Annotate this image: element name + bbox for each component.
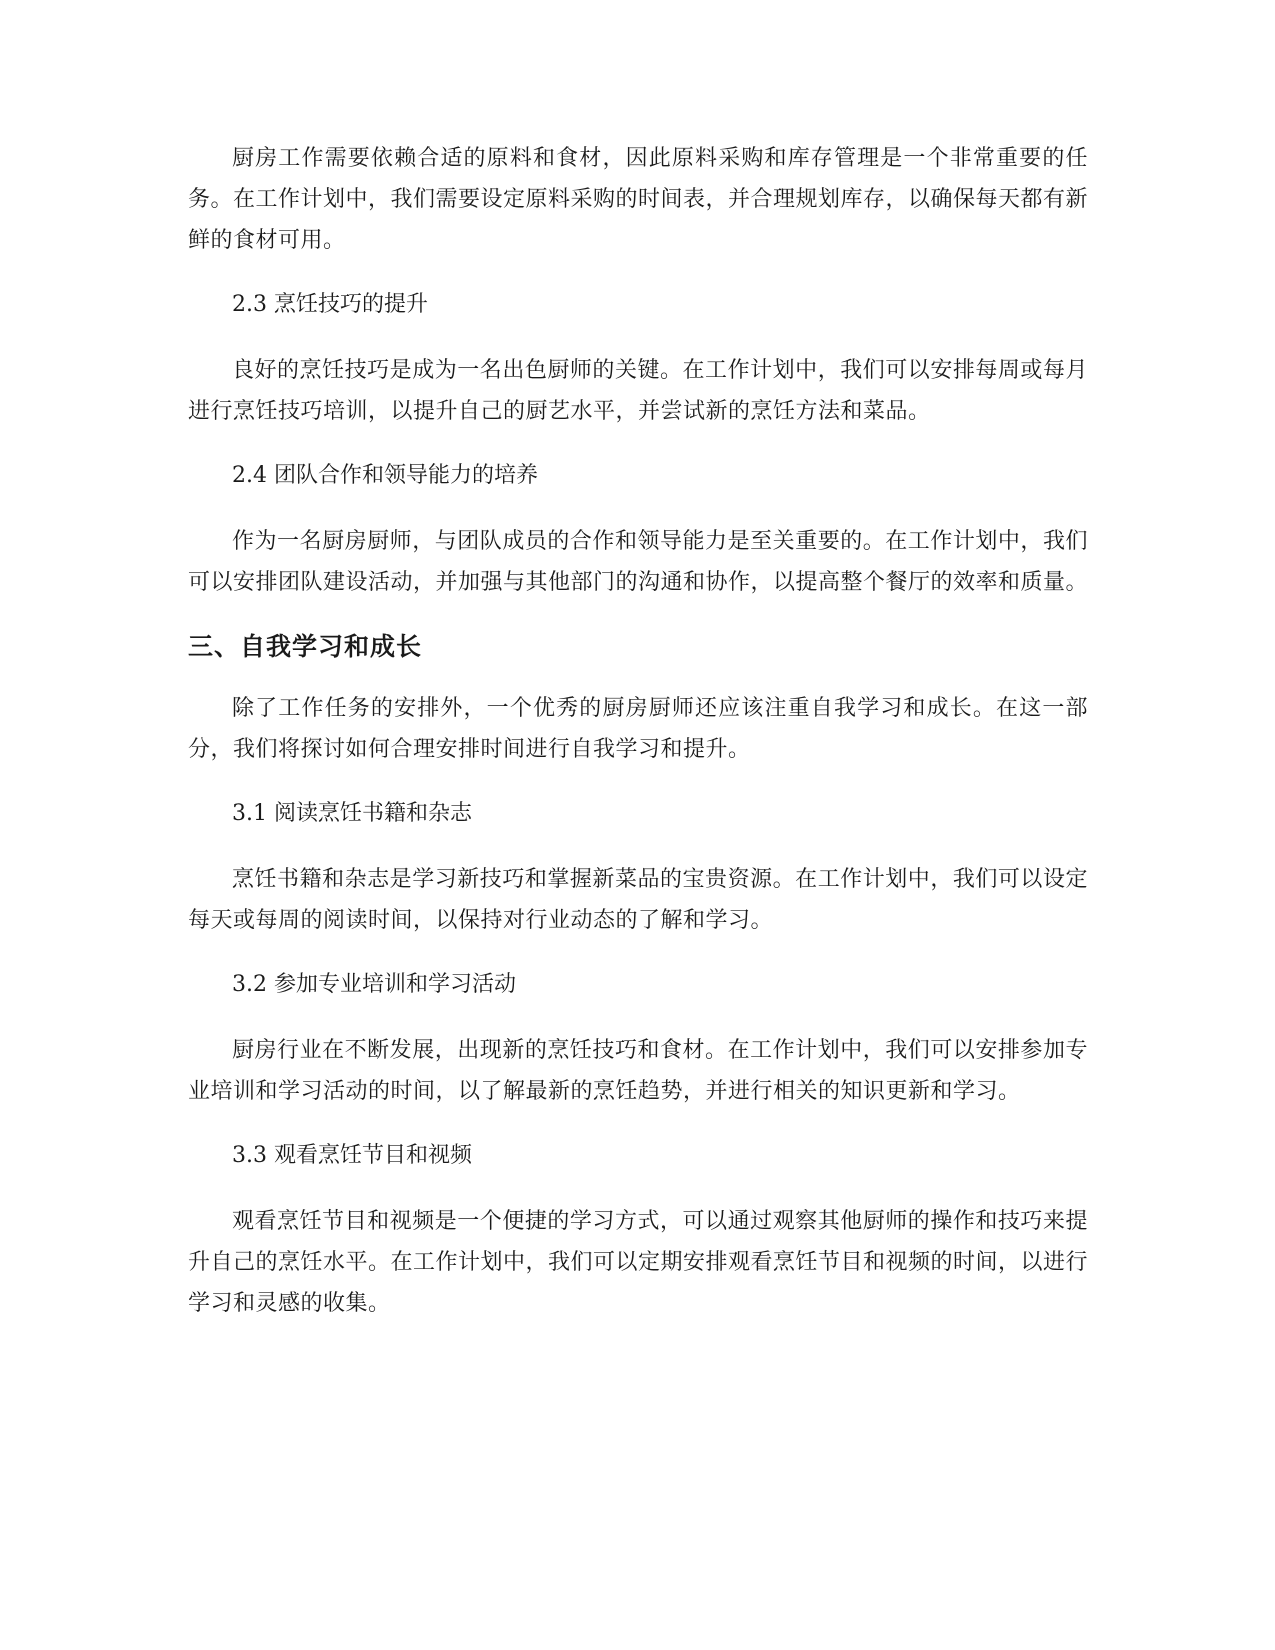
- paragraph-reading: 烹饪书籍和杂志是学习新技巧和掌握新菜品的宝贵资源。在工作计划中，我们可以设定每天或每周的阅读时间，以保持对行业动态的了解和学习。: [188, 867, 1088, 933]
- subheading-3-3: 3.3 观看烹饪节目和视频: [232, 1143, 472, 1168]
- paragraph-cooking-skills: 良好的烹饪技巧是成为一名出色厨师的关键。在工作计划中，我们可以安排每周或每月进行烹饪技巧培训，以提升自己的厨艺水平，并尝试新的烹饪方法和菜品。: [188, 358, 1088, 424]
- paragraph-self-learning: 除了工作任务的安排外，一个优秀的厨房厨师还应该注重自我学习和成长。在这一部分，我们将探讨如何合理安排时间进行自我学习和提升。: [188, 696, 1088, 762]
- subheading-3-1: 3.1 阅读烹饪书籍和杂志: [232, 801, 472, 826]
- paragraph-inventory: 厨房工作需要依赖合适的原料和食材，因此原料采购和库存管理是一个非常重要的任务。在工作计划中，我们需要设定原料采购的时间表，并合理规划库存，以确保每天都有新鲜的食材可用。: [188, 146, 1089, 253]
- subheading-2-3: 2.3 烹饪技巧的提升: [232, 292, 428, 317]
- subheading-3-2: 3.2 参加专业培训和学习活动: [232, 972, 516, 997]
- paragraph-teamwork: 作为一名厨房厨师，与团队成员的合作和领导能力是至关重要的。在工作计划中，我们可以安排团队建设活动，并加强与其他部门的沟通和协作，以提高整个餐厅的效率和质量。: [188, 529, 1089, 595]
- paragraph-videos: 观看烹饪节目和视频是一个便捷的学习方式，可以通过观察其他厨师的操作和技巧来提升自己的烹饪水平。在工作计划中，我们可以定期安排观看烹饪节目和视频的时间，以进行学习和灵感的收集。: [188, 1209, 1089, 1316]
- section-title-3: 三、自我学习和成长: [188, 632, 423, 661]
- subheading-2-4: 2.4 团队合作和领导能力的培养: [232, 463, 538, 488]
- document-body: [188, 138, 1088, 1347]
- paragraph-training: 厨房行业在不断发展，出现新的烹饪技巧和食材。在工作计划中，我们可以安排参加专业培训和学习活动的时间，以了解最新的烹饪趋势，并进行相关的知识更新和学习。: [188, 1038, 1088, 1104]
